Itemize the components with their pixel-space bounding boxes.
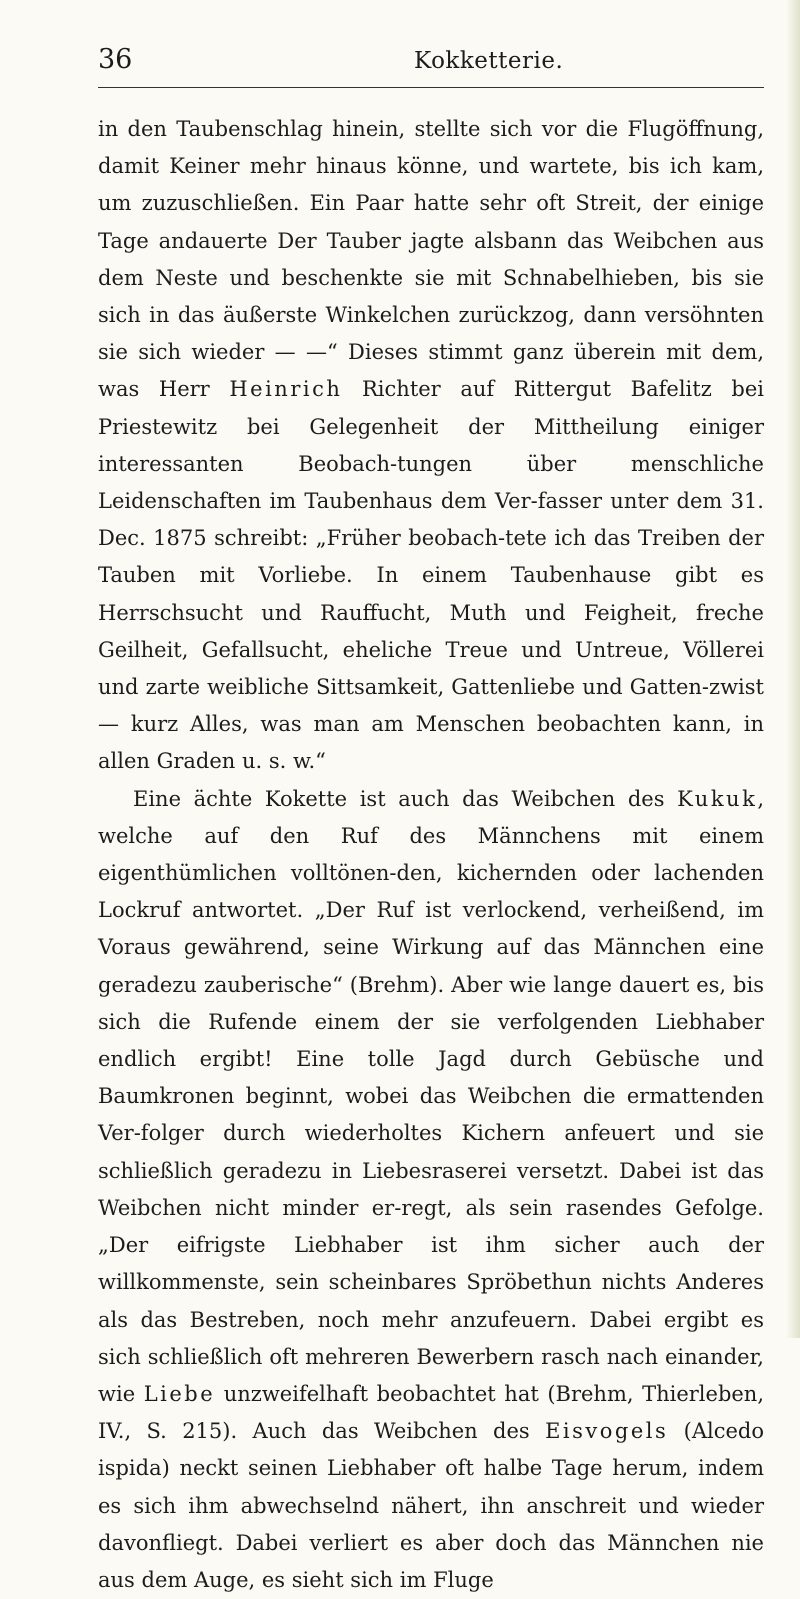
- text-run: unzweifelhaft beobachtet hat (Brehm, Thierleben, IV., S. 215). Auch das Weibchen des: [98, 1381, 765, 1444]
- text-run: , welche auf den Ruf des Männchens mit einem eigenthümlichen volltönen-den, kichernden oder lachenden Lockruf antwortet. „Der Ruf ist verlockend, verheißend, im Voraus gewährend, seine Wirkung auf das Männchen eine geradezu zauberische“ (Brehm). Aber wie lange dauert es, bis sich die Rufende einem der sie verfolgenden Liebhaber endlich ergibt! Eine tolle Jagd durch Gebüsche und Baumkronen beginnt, wobei das Weibchen die ermattenden Ver-folger durch wiederholtes Kichern anfeuert und sie schließlich geradezu in Liebesraserei versetzt. Dabei ist das Weibchen nicht minder er-regt, als sein rasendes Gefolge. „Der eifrigste Liebhaber ist ihm sicher auch der willkommenste, sein scheinbares Spröbethun nichts Anderes als das Bestreben, noch mehr anzufeuern. Dabei ergibt es sich schließlich oft mehreren Bewerbern rasch nach einander, wie: [98, 786, 764, 1406]
- spaced-name-heinrich: Heinrich: [229, 377, 343, 402]
- text-run: Richter auf Rittergut Bafelitz bei Priestewitz bei Gelegenheit der Mittheilung einiger interessanten Beobach-tungen über menschliche Leidenschaften im Taubenhaus dem Ver-fasser unter dem 31. Dec. 1875 schreibt: „Früher beobach-tete ich das Treiben der Tauben mit Vorliebe. In einem Taubenhause gibt es Herrschsucht und Rauffucht, Muth und Feigheit, freche Geilheit, Gefallsucht, eheliche Treue und Untreue, Völlerei und zarte weibliche Sittsamkeit, Gattenliebe und Gatten-zwist — kurz Alles, was man am Menschen beobachten kann, in allen Graden u. s. w.“: [98, 377, 764, 774]
- text-run: (Alcedo ispida) neckt seinen Liebhaber oft halbe Tage herum, indem es sich ihm abwechselnd nähert, ihn anschreit und wieder davonfliegt. Dabei verliert es aber doch das Männchen nie aus dem Auge, es sieht sich im Fluge: [98, 1419, 764, 1592]
- spaced-name-liebe: Liebe: [143, 1381, 216, 1406]
- text-run: in den Taubenschlag hinein, stellte sich vor die Flugöffnung, damit Keiner mehr hinaus könne, und wartete, bis ich kam, um zuzuschließen. Ein Paar hatte sehr oft Streit, der einige Tage andauerte Der Tauber jagte alsbann das Weibchen aus dem Neste und beschenkte sie mit Schnabelhieben, bis sie sich in das äußerste Winkelchen zurückzog, dann versöhnten sie sich wieder — —“ Dieses stimmt ganz überein mit dem, was Herr: [98, 117, 764, 402]
- paragraph-2: [98, 781, 764, 1599]
- header-rule: [98, 87, 764, 88]
- spaced-word-kukuk: Kukuk: [677, 786, 758, 811]
- running-title: Kokketterie.: [414, 48, 564, 74]
- page-edge-shadow: [786, 0, 800, 1338]
- body-text: [98, 111, 764, 1599]
- running-head: [98, 44, 764, 84]
- page-number: 36: [98, 44, 133, 75]
- spaced-word-eisvogels: Eisvogels: [545, 1419, 669, 1444]
- paragraph-1: [98, 111, 764, 781]
- text-run: Eine ächte Kokette ist auch das Weibchen des: [133, 786, 678, 811]
